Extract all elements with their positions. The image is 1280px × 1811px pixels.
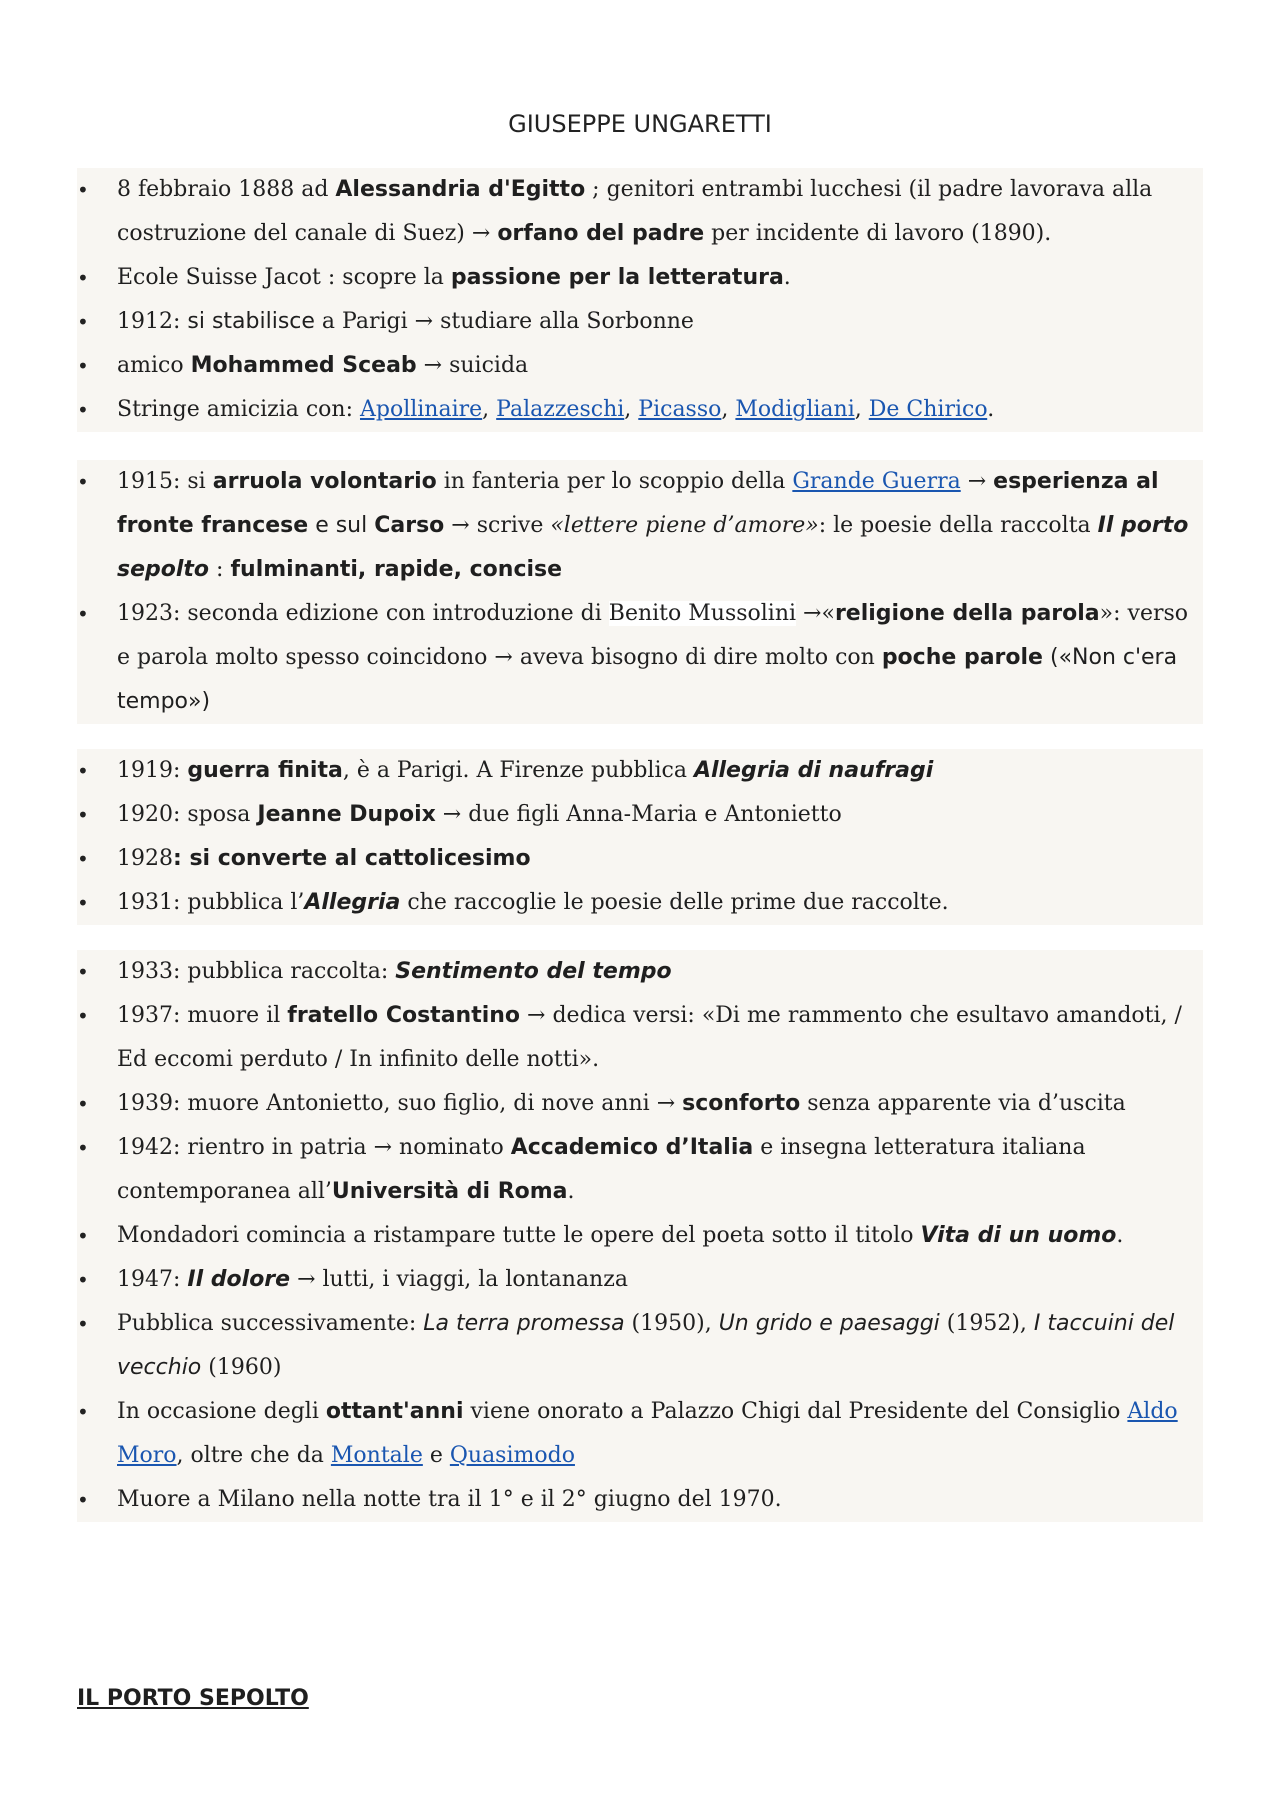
- biography-block-later-life: [77, 950, 1203, 1522]
- item-text: Pubblica successivamente:: [117, 1311, 424, 1336]
- link-aldo-moro[interactable]: Aldo Moro: [117, 1399, 1178, 1468]
- list-item: [77, 1214, 1203, 1258]
- item-text: 1923: seconda edizione con introduzione di: [117, 601, 609, 626]
- item-text: Mondadori comincia a ristampare tutte le opere del poeta sotto il titolo: [117, 1223, 921, 1248]
- link-picasso[interactable]: Picasso: [638, 397, 722, 422]
- link-de-chirico[interactable]: De Chirico: [868, 397, 988, 422]
- item-bold-text: Carso: [374, 513, 445, 538]
- list-item: [77, 168, 1203, 256]
- list-item: [77, 1478, 1203, 1522]
- item-bold-italic-text: Allegria di naufragi: [693, 758, 934, 783]
- item-text: 1939: muore Antonietto, suo figlio, di nove anni →: [117, 1091, 683, 1116]
- item-bold-text: passione per la letteratura: [450, 265, 784, 290]
- item-text: in fanteria per lo scoppio della: [436, 469, 793, 494]
- item-bold-text: Università di Roma: [331, 1179, 568, 1204]
- separator: ,: [624, 397, 639, 422]
- item-italic-text: Un grido e paesaggi: [718, 1311, 940, 1336]
- item-bold-italic-text: Il dolore: [187, 1267, 291, 1292]
- item-text: 1937: muore il: [117, 1003, 288, 1028]
- item-bold-text: fulminanti, rapide, concise: [230, 557, 563, 582]
- item-bold-text: Jeanne Dupoix: [257, 802, 436, 827]
- item-bold-italic-text: Il porto sepolto: [117, 513, 1189, 582]
- bullet-list: [77, 460, 1203, 724]
- item-text: 8 febbraio 1888 ad: [117, 177, 336, 202]
- list-item: [77, 1126, 1203, 1214]
- list-item: [77, 300, 1203, 344]
- item-highlight-text: Benito Mussolini: [608, 601, 797, 626]
- item-bold-text: orfano del padre: [497, 221, 705, 246]
- item-text: ): [201, 689, 211, 714]
- item-text: → due figli Anna-Maria e Antonietto: [435, 802, 842, 827]
- item-text: senza apparente via d’uscita: [800, 1091, 1126, 1116]
- list-item: [77, 994, 1203, 1082]
- list-item: [77, 950, 1203, 994]
- item-bold-text: religione della parola: [834, 601, 1100, 626]
- item-text: e sul: [308, 513, 375, 538]
- item-text: viene onorato a Palazzo Chigi dal Presidente del Consiglio: [463, 1399, 1128, 1424]
- item-text: Stringe amicizia con:: [117, 397, 360, 422]
- link-palazzeschi[interactable]: Palazzeschi: [496, 397, 625, 422]
- item-text: 1920: sposa: [117, 802, 258, 827]
- item-text: : le poesie della raccolta: [818, 513, 1098, 538]
- item-sans-text: «Non c'era tempo»: [117, 645, 1178, 714]
- list-item: [77, 344, 1203, 388]
- document-title: GIUSEPPE UNGARETTI: [508, 110, 772, 138]
- item-text: 1942: rientro in patria → nominato: [117, 1135, 511, 1160]
- item-text: .: [987, 397, 995, 422]
- biography-block-postwar: [77, 749, 1203, 925]
- item-bold-text: poche parole: [881, 645, 1043, 670]
- list-item: [77, 256, 1203, 300]
- item-text: (1960): [201, 1355, 282, 1380]
- list-item: [77, 592, 1203, 724]
- item-text: 1915: si: [117, 469, 213, 494]
- item-text: (1950),: [624, 1311, 719, 1336]
- item-text: → suicida: [416, 353, 529, 378]
- item-text: .: [783, 265, 791, 290]
- item-text: :: [209, 557, 231, 582]
- list-item: [77, 1390, 1203, 1478]
- item-text: , è a Parigi. A Firenze pubblica: [342, 758, 694, 783]
- item-text: 1919:: [117, 758, 188, 783]
- item-bold-text: Alessandria d'Egitto: [335, 177, 586, 202]
- biography-block-war: [77, 460, 1203, 724]
- bullet-list: [77, 950, 1203, 1522]
- list-item: [77, 1302, 1203, 1390]
- item-text: ; genitori entrambi lucchesi (il padre lavorava alla costruzione del canale di Suez) →: [117, 177, 1153, 246]
- item-bold-text: sconforto: [682, 1091, 801, 1116]
- link-grande-guerra[interactable]: Grande Guerra: [792, 469, 961, 494]
- list-item: [77, 1082, 1203, 1126]
- item-text: 1947:: [117, 1267, 188, 1292]
- list-item: [77, 1258, 1203, 1302]
- item-text: 1912:: [117, 309, 188, 334]
- item-sans-text: si stabilisce: [187, 309, 315, 334]
- item-text: →«: [796, 601, 835, 626]
- item-text: (: [1042, 645, 1059, 670]
- item-text: che raccoglie le poesie delle prime due raccolte.: [400, 890, 949, 915]
- list-item: [77, 460, 1203, 592]
- item-bold-text: : si converte al cattolicesimo: [173, 846, 531, 871]
- item-text: → dedica versi: «Di me rammento che esultavo amandoti, / Ed eccomi perduto / In infinito delle notti».: [117, 1003, 1182, 1072]
- biography-block-early-life: [77, 168, 1203, 432]
- list-item: [77, 388, 1203, 432]
- item-text: e: [422, 1443, 450, 1468]
- separator: ,: [482, 397, 497, 422]
- item-text: »: verso e parola molto spesso coincidono → aveva bisogno di dire molto con: [117, 601, 1189, 670]
- bullet-list: [77, 749, 1203, 925]
- item-bold-text: esperienza al fronte francese: [117, 469, 1159, 538]
- item-bold-text: Mohammed Sceab: [190, 353, 417, 378]
- list-item: [77, 881, 1203, 925]
- item-text: .: [567, 1179, 575, 1204]
- link-quasimodo[interactable]: Quasimodo: [449, 1443, 575, 1468]
- item-text: per incidente di lavoro (1890).: [704, 221, 1052, 246]
- item-bold-italic-text: Allegria: [304, 890, 401, 915]
- item-text: Ecole Suisse Jacot : scopre la: [117, 265, 451, 290]
- item-bold-text: fratello Costantino: [287, 1003, 521, 1028]
- list-item: [77, 793, 1203, 837]
- item-text: (1952),: [939, 1311, 1034, 1336]
- list-item: [77, 749, 1203, 793]
- item-bold-text: ottant'anni: [325, 1399, 464, 1424]
- item-text: 1933: pubblica raccolta:: [117, 959, 396, 984]
- section-heading: IL PORTO SEPOLTO: [77, 1686, 309, 1711]
- item-text: a Parigi → studiare alla Sorbonne: [314, 309, 694, 334]
- item-bold-text: guerra finita: [187, 758, 343, 783]
- item-text: 1928: [117, 846, 173, 871]
- link-apollinaire[interactable]: Apollinaire: [359, 397, 483, 422]
- list-item: [77, 837, 1203, 881]
- item-bold-italic-text: Sentimento del tempo: [395, 959, 672, 984]
- bullet-list: [77, 168, 1203, 432]
- item-bold-text: arruola volontario: [212, 469, 437, 494]
- item-text: →: [960, 469, 994, 494]
- item-text: amico: [117, 353, 191, 378]
- item-text: In occasione degli: [117, 1399, 326, 1424]
- link-modigliani[interactable]: Modigliani: [735, 397, 855, 422]
- item-text: 1931: pubblica l’: [117, 890, 305, 915]
- item-italic-text: La terra promessa: [423, 1311, 625, 1336]
- separator: ,: [721, 397, 736, 422]
- separator: ,: [854, 397, 869, 422]
- item-text: → lutti, i viaggi, la lontananza: [290, 1267, 628, 1292]
- item-text: .: [1116, 1223, 1124, 1248]
- item-bold-italic-text: Vita di un uomo: [920, 1223, 1117, 1248]
- item-italic-text: «lettere piene d’amore»: [550, 513, 819, 538]
- item-text: Muore a Milano nella notte tra il 1° e il 2° giugno del 1970.: [117, 1487, 782, 1512]
- link-montale[interactable]: Montale: [330, 1443, 423, 1468]
- item-bold-text: Accademico d’Italia: [510, 1135, 754, 1160]
- item-italic-text: I taccuini del vecchio: [117, 1311, 1175, 1380]
- item-text: e insegna letteratura italiana contemporanea all’: [117, 1135, 1086, 1204]
- item-text: → scrive: [444, 513, 551, 538]
- item-text: , oltre che da: [176, 1443, 331, 1468]
